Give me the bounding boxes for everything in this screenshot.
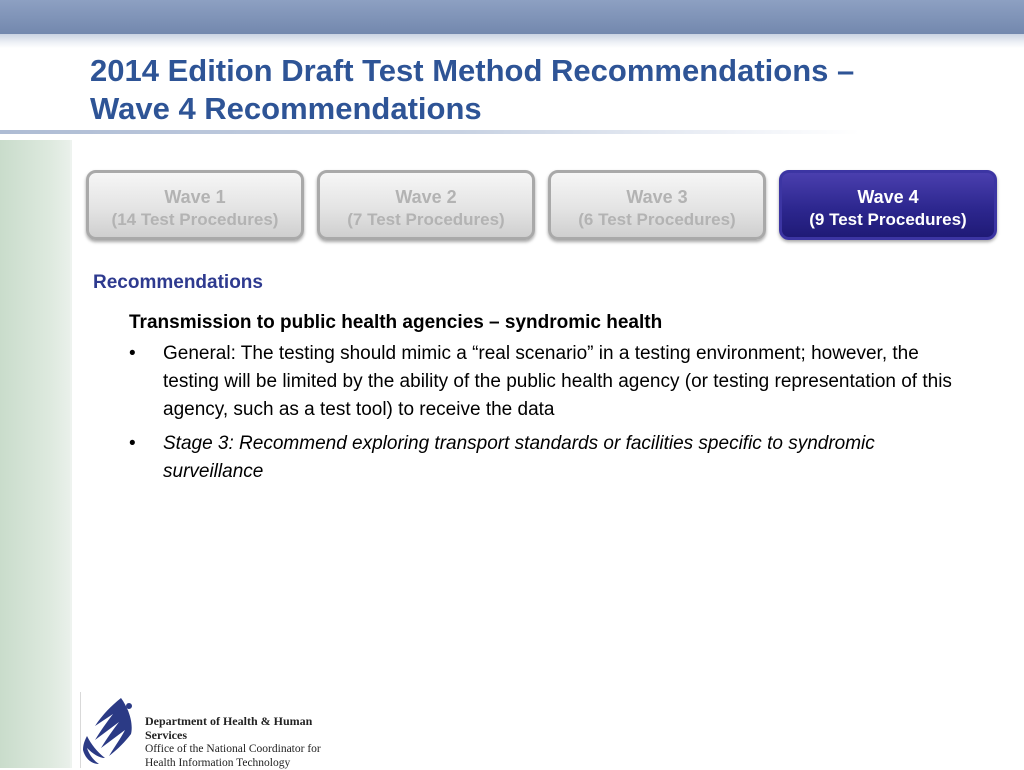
top-band-shadow (0, 34, 1024, 48)
tab-sublabel: (7 Test Procedures) (347, 210, 505, 229)
page-title (90, 52, 990, 128)
bullet-glyph: • (129, 433, 136, 454)
bullet-text: General: The testing should mimic a “real scenario” in a testing environment; however, the testing will be limited by the ability of the public health agency (or testing representation of this agency, such as a test tool) to receive the data (163, 343, 952, 420)
tab-sublabel: (6 Test Procedures) (578, 210, 736, 229)
tab-label: Wave 2 (395, 187, 457, 207)
tab-sublabel: (9 Test Procedures) (809, 210, 967, 229)
bullet-glyph: • (129, 343, 136, 364)
tab-label: Wave 3 (626, 187, 688, 207)
bullet-list (129, 340, 959, 486)
recommendations-content (129, 310, 959, 492)
title-line-1: 2014 Edition Draft Test Method Recommendations – (90, 53, 855, 88)
section-heading: Recommendations (93, 272, 263, 293)
top-band (0, 0, 1024, 34)
logo-line-2: Office of the National Coordinator for (145, 743, 321, 755)
bullet-item (129, 340, 959, 424)
tab-label: Wave 4 (857, 187, 919, 207)
section-subheading: Transmission to public health agencies – syndromic health (129, 312, 663, 333)
wave-tabs (86, 170, 1000, 244)
tab-wave-2[interactable] (317, 170, 535, 240)
tab-wave-4[interactable] (779, 170, 997, 240)
logo-text (145, 714, 351, 770)
left-accent-bar (0, 140, 70, 768)
hhs-onc-logo (80, 692, 351, 768)
tab-label: Wave 1 (164, 187, 226, 207)
bullet-text: Stage 3: Recommend exploring transport standards or facilities specific to syndromic surveillance (163, 433, 875, 482)
tab-sublabel: (14 Test Procedures) (111, 210, 279, 229)
title-divider (0, 130, 860, 134)
title-line-2: Wave 4 Recommendations (90, 91, 482, 126)
logo-line-3: Health Information Technology (145, 757, 291, 769)
hhs-eagle-icon (81, 692, 143, 768)
logo-line-1: Department of Health & Human Services (145, 714, 313, 742)
tab-wave-3[interactable] (548, 170, 766, 240)
bullet-item (129, 430, 959, 486)
left-accent-edge (70, 140, 72, 768)
tab-wave-1[interactable] (86, 170, 304, 240)
